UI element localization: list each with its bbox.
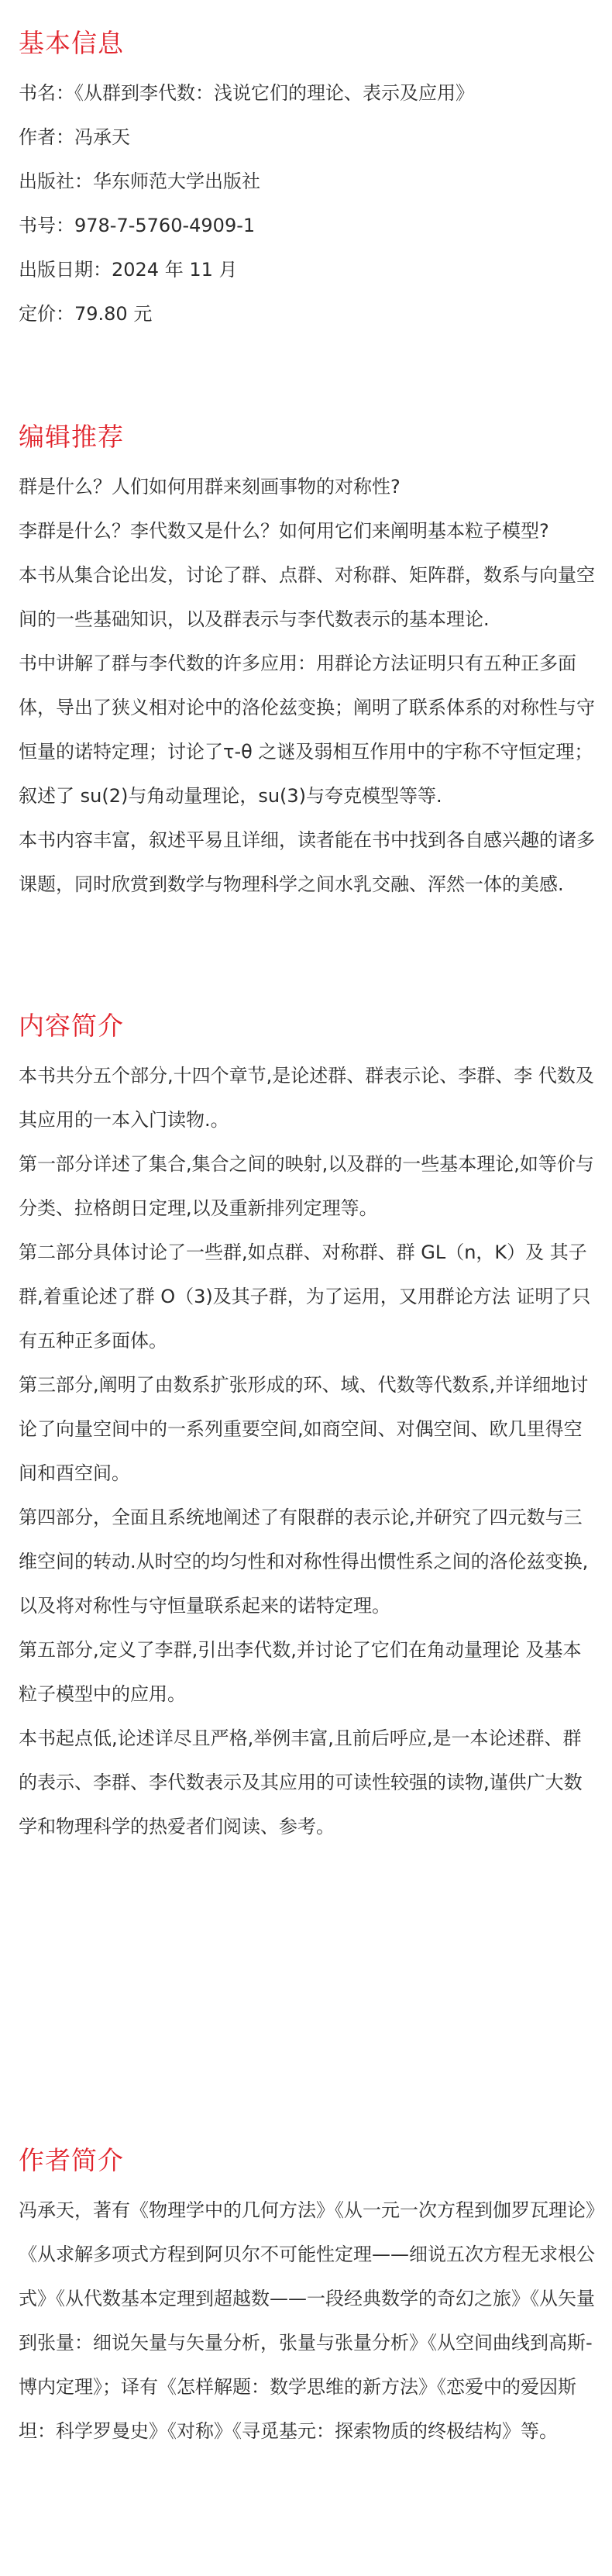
paragraph: 第五部分,定义了李群,引出李代数,并讨论了它们在角动量理论 及基本粒子模型中的应用。: [19, 1639, 582, 1705]
section-heading-recommendation: 编辑推荐: [19, 422, 124, 452]
author-bio-section: [19, 2144, 595, 2454]
publisher-line: 出版社：华东师范大学出版社: [19, 170, 260, 192]
section-heading-basic-info: 基本信息: [19, 28, 124, 58]
paragraph: 第一部分详述了集合,集合之间的映射,以及群的一些基本理论,如等价与分类、拉格朗日定理,以及重新排列定理等。: [19, 1153, 594, 1219]
content-summary-section: [19, 1009, 595, 1849]
paragraph: 本书内容丰富，叙述平易且详细，读者能在书中找到各自感兴趣的诸多课题，同时欣赏到数学与物理科学之间水乳交融、浑然一体的美感.: [19, 829, 595, 895]
section-heading-summary: 内容简介: [19, 1011, 124, 1041]
paragraph: 第三部分,阐明了由数系扩张形成的环、域、代数等代数系,并详细地讨论了向量空间中的一系列重要空间,如商空间、对偶空间、欧几里得空间和酉空间。: [19, 1374, 589, 1484]
paragraph: 第四部分，全面且系统地阐述了有限群的表示论,并研究了四元数与三维空间的转动.从时空的均匀性和对称性得出惯性系之间的洛伦兹变换,以及将对称性与守恒量联系起来的诺特定理。: [19, 1507, 589, 1617]
publish-date-line: 出版日期：2024 年 11 月: [19, 259, 238, 281]
editor-recommendation-section: [19, 420, 595, 907]
paragraph: 本书共分五个部分,十四个章节,是论述群、群表示论、李群、李 代数及其应用的一本入门读物.。: [19, 1065, 594, 1131]
paragraph: 第二部分具体讨论了一些群,如点群、对称群、群 GL（n，K）及 其子群,着重论述了群 O（3)及其子群，为了运用，又用群论方法 证明了只有五种正多面体。: [19, 1242, 591, 1352]
book-title-line: 书名：《从群到李代数：浅说它们的理论、表示及应用》: [19, 82, 474, 104]
paragraph: 本书起点低,论述详尽且严格,举例丰富,且前后呼应,是一本论述群、群的表示、李群、李代数表示及其应用的可读性较强的读物,谨供广大数学和物理科学的热爱者们阅读、参考。: [19, 1727, 583, 1837]
paragraph: 本书从集合论出发，讨论了群、点群、对称群、矩阵群，数系与向量空间的一些基础知识，以及群表示与李代数表示的基本理论.: [19, 564, 595, 630]
price-line: 定价：79.80 元: [19, 303, 153, 325]
section-heading-author: 作者简介: [19, 2145, 124, 2175]
paragraph: 冯承天，著有《物理学中的几何方法》《从一元一次方程到伽罗瓦理论》《从求解多项式方程到阿贝尔不可能性定理——细说五次方程无求根公式》《从代数基本定理到超越数——一段经典数学的奇幻之旅》《从矢量到张量：细说矢量与矢量分析，张量与张量分析》《从空间曲线到高斯-博内定理》；译有《怎样解题：数学思维的新方法》《恋爱中的爱因斯坦：科学罗曼史》《对称》《寻觅基元：探索物质的终极结构》等。: [19, 2199, 595, 2442]
paragraph: 李群是什么？李代数又是什么？如何用它们来阐明基本粒子模型?: [19, 520, 549, 542]
author-line: 作者：冯承天: [19, 126, 130, 148]
paragraph: 群是什么？人们如何用群来刻画事物的对称性?: [19, 476, 401, 498]
basic-info-section: [19, 26, 595, 336]
isbn-line: 书号：978-7-5760-4909-1: [19, 215, 256, 236]
paragraph: 书中讲解了群与李代数的许多应用：用群论方法证明只有五种正多面体，导出了狭义相对论中的洛伦兹变换；阐明了联系体系的对称性与守恒量的诺特定理；讨论了τ-θ 之谜及弱相互作用中的宇称不守恒定理；叙述了 su(2)与角动量理论，su(3)与夸克模型等等.: [19, 653, 595, 807]
